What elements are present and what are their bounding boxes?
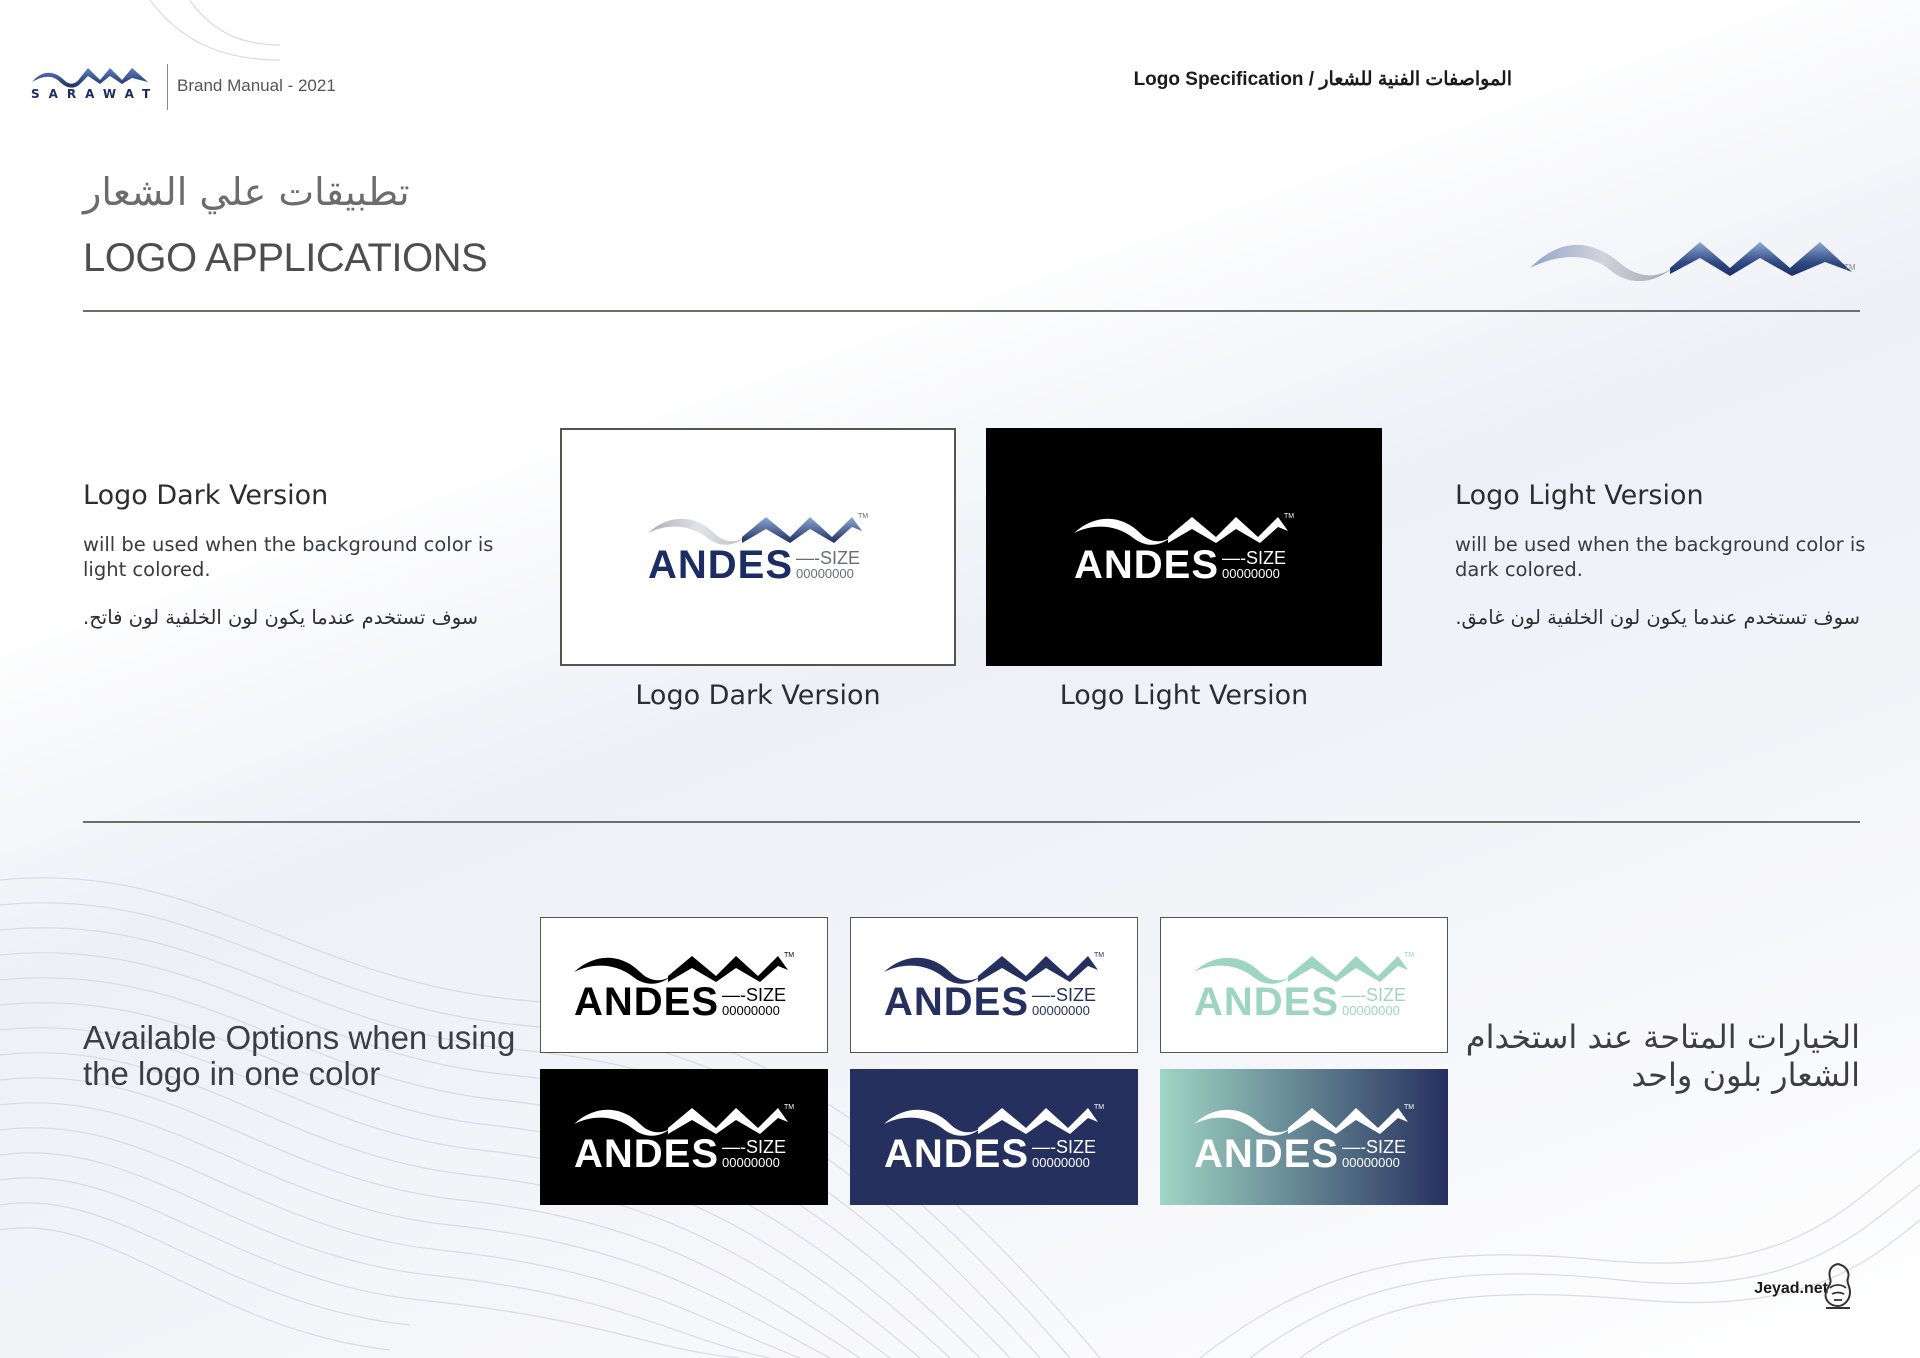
logo-size-label: —-SIZE xyxy=(796,548,861,568)
dark-version-description: will be used when the background color is light colored. xyxy=(83,533,494,581)
logo-option-white-on-gradient xyxy=(1160,1069,1448,1205)
footer-site: Jeyad.net xyxy=(1754,1280,1828,1297)
dark-card-caption: Logo Dark Version xyxy=(635,680,881,711)
logo-size-label: —-SIZE xyxy=(1342,985,1407,1005)
logo-option-mint-on-white xyxy=(1160,917,1448,1053)
andes-logo-black-on-white xyxy=(574,946,794,1024)
logo-number: 00000000 xyxy=(1342,1003,1400,1018)
logo-wordmark: ANDES xyxy=(1074,543,1220,587)
light-version-description: will be used when the background color is dark colored. xyxy=(1455,533,1866,581)
section-divider xyxy=(83,310,1860,312)
logo-wordmark: ANDES xyxy=(574,1132,720,1176)
header-divider xyxy=(167,64,168,110)
dark-version-title: Logo Dark Version xyxy=(83,480,329,511)
logo-wordmark: ANDES xyxy=(884,980,1030,1024)
trademark-label: TM xyxy=(784,1104,795,1111)
andes-logo-white-on-gradient xyxy=(1194,1098,1414,1176)
logo-number: 00000000 xyxy=(722,1003,780,1018)
light-version-description-arabic: سوف تستخدم عندما يكون لون الخلفية لون غامق. xyxy=(1455,606,1860,629)
logo-number: 00000000 xyxy=(1032,1003,1090,1018)
logo-size-label: —-SIZE xyxy=(1342,1137,1407,1157)
logo-size-label: —-SIZE xyxy=(722,1137,787,1157)
logo-option-black-on-white xyxy=(540,917,828,1053)
logo-size-label: —-SIZE xyxy=(1032,985,1097,1005)
trademark-label: TM xyxy=(1404,1104,1415,1111)
logo-option-navy-on-white xyxy=(850,917,1138,1053)
logo-number: 00000000 xyxy=(796,566,854,581)
logo-number: 00000000 xyxy=(1032,1155,1090,1170)
logo-number: 00000000 xyxy=(722,1155,780,1170)
brand-wordmark: SARAWAT xyxy=(31,87,160,101)
logo-wordmark: ANDES xyxy=(1194,1132,1340,1176)
light-card-caption: Logo Light Version xyxy=(1059,680,1309,711)
logo-wordmark: ANDES xyxy=(648,543,794,587)
logo-number: 00000000 xyxy=(1342,1155,1400,1170)
heading-english: LOGO APPLICATIONS xyxy=(83,236,488,280)
logo-size-label: —-SIZE xyxy=(722,985,787,1005)
light-version-title: Logo Light Version xyxy=(1455,480,1704,511)
logo-size-label: —-SIZE xyxy=(1032,1137,1097,1157)
andes-logo-white-on-navy xyxy=(884,1098,1104,1176)
logo-number: 00000000 xyxy=(1222,566,1280,581)
heading-arabic: تطبيقات علي الشعار xyxy=(83,170,410,214)
brand-manual-label: Brand Manual - 2021 xyxy=(177,76,336,95)
logo-wordmark: ANDES xyxy=(574,980,720,1024)
section-divider xyxy=(83,821,1860,823)
trademark-label: TM xyxy=(784,952,795,959)
options-title-arabic: الخيارات المتاحة عند استخدام الشعار بلون واحد xyxy=(1465,1018,1860,1094)
trademark-label: TM xyxy=(1094,952,1105,959)
logo-mark-large xyxy=(1530,228,1860,290)
svg-text:TM: TM xyxy=(1844,263,1856,272)
jeyad-logo-icon xyxy=(1820,1262,1856,1310)
trademark-label: TM xyxy=(858,513,869,520)
andes-logo-white-on-black xyxy=(574,1098,794,1176)
logo-wordmark: ANDES xyxy=(884,1132,1030,1176)
logo-dark-version-card xyxy=(560,428,956,666)
andes-logo-light xyxy=(1074,507,1294,587)
trademark-label: TM xyxy=(1404,952,1415,959)
logo-light-version-card xyxy=(986,428,1382,666)
andes-logo-navy-on-white xyxy=(884,946,1104,1024)
dark-version-description-arabic: سوف تستخدم عندما يكون لون الخلفية لون فاتح. xyxy=(83,606,479,629)
trademark-label: TM xyxy=(1284,513,1295,520)
page-section-title: Logo Specification / المواصفات الفنية للشعار xyxy=(1133,69,1512,90)
logo-wordmark: ANDES xyxy=(1194,980,1340,1024)
trademark-label: TM xyxy=(1094,1104,1105,1111)
options-title: Available Options when using the logo in one color xyxy=(83,1019,516,1092)
logo-option-white-on-navy xyxy=(850,1069,1138,1205)
andes-logo-mint-on-white xyxy=(1194,946,1414,1024)
logo-size-label: —-SIZE xyxy=(1222,548,1287,568)
andes-logo-dark xyxy=(648,507,868,587)
logo-option-white-on-black xyxy=(540,1069,828,1205)
